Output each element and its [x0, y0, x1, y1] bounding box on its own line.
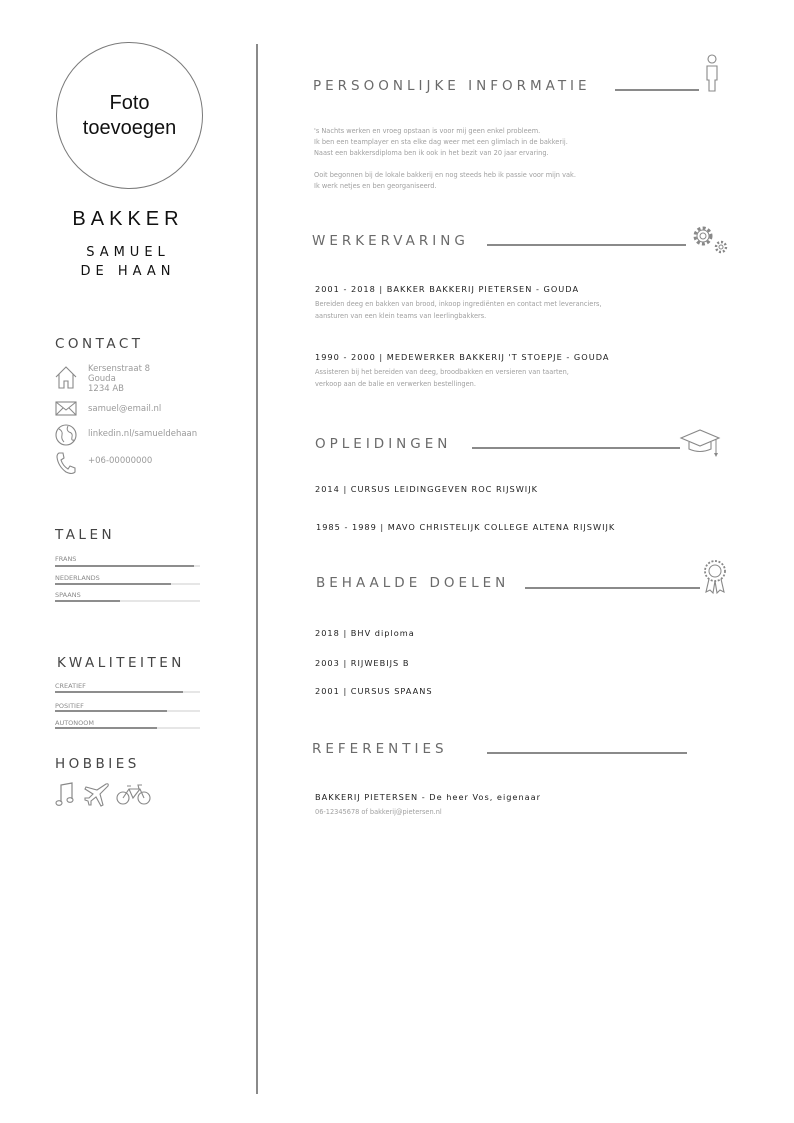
- achievement-item: 2003 | RIJWEBIJS B: [315, 658, 410, 668]
- phone-number[interactable]: +06-00000000: [88, 456, 153, 466]
- education-item: 1985 - 1989 | MAVO CHRISTELIJK COLLEGE ALTENA RIJSWIJK: [316, 522, 616, 532]
- experience-description-line: Bereiden deeg en bakken van brood, inkoop ingrediënten en contact met leveranciers,: [315, 300, 602, 308]
- experience-description-line: aansturen van een klein teams van leerlingbakkers.: [315, 312, 487, 320]
- personal-info-line: Naast een bakkersdiploma ben ik ook in het bezit van 20 jaar ervaring.: [314, 149, 549, 157]
- experience-description-line: verkoop aan de balie en verwerken bestellingen.: [315, 380, 476, 388]
- bicycle-icon: [116, 784, 151, 806]
- phone-icon: [54, 451, 78, 475]
- section-rule: [487, 244, 686, 246]
- airplane-icon: [84, 782, 110, 808]
- personal-info-heading: PERSOONLIJKE INFORMATIE: [313, 78, 591, 94]
- quality-bar-fill: [55, 727, 157, 729]
- section-rule: [615, 89, 699, 91]
- language-label: NEDERLANDS: [55, 574, 100, 582]
- envelope-icon: [54, 401, 78, 417]
- quality-label: AUTONOOM: [55, 719, 94, 727]
- achievement-item: 2001 | CURSUS SPAANS: [315, 686, 433, 696]
- email[interactable]: samuel@email.nl: [88, 404, 162, 414]
- reference-contact: 06-12345678 of bakkerij@pietersen.nl: [315, 808, 442, 816]
- qualities-heading: KWALITEITEN: [57, 655, 185, 671]
- first-name: SAMUEL: [86, 245, 170, 260]
- personal-info-text: [314, 126, 714, 192]
- linkedin-link[interactable]: linkedin.nl/samueldehaan: [88, 429, 198, 439]
- last-name: DE HAAN: [80, 264, 176, 279]
- personal-info-line: 's Nachts werken en vroeg opstaan is voor mij geen enkel probleem.: [314, 127, 541, 135]
- language-bar: [55, 583, 200, 585]
- language-label: FRANS: [55, 555, 77, 563]
- quality-bar-fill: [55, 691, 183, 693]
- education-item: 2014 | CURSUS LEIDINGGEVEN ROC RIJSWIJK: [315, 484, 539, 494]
- education-heading: OPLEIDINGEN: [315, 436, 452, 452]
- column-divider: [256, 44, 258, 1094]
- section-rule: [525, 587, 700, 589]
- contact-heading: CONTACT: [55, 336, 144, 352]
- photo-label: Foto toevoegen: [82, 91, 177, 139]
- quality-bar: [55, 727, 200, 729]
- languages-heading: TALEN: [55, 527, 116, 543]
- language-bar: [55, 600, 200, 602]
- experience-title: 2001 - 2018 | BAKKER BAKKERIJ PIETERSEN - GOUDA: [315, 284, 580, 294]
- language-bar-fill: [55, 565, 194, 567]
- music-note-icon: [55, 782, 75, 808]
- experience-description-line: Assisteren bij het bereiden van deeg, broodbakken en versieren van taarten,: [315, 368, 569, 376]
- quality-bar-fill: [55, 710, 167, 712]
- quality-bar: [55, 691, 200, 693]
- graduation-cap-icon: [680, 428, 720, 460]
- language-bar-fill: [55, 583, 171, 585]
- quality-label: POSITIEF: [55, 702, 84, 710]
- job-title: BAKKER: [72, 208, 184, 230]
- experience-heading: WERKERVARING: [312, 233, 469, 249]
- language-label: SPAANS: [55, 591, 81, 599]
- language-bar-fill: [55, 600, 120, 602]
- award-ribbon-icon: [703, 559, 727, 595]
- globe-icon: [54, 423, 78, 447]
- references-heading: REFERENTIES: [312, 741, 448, 757]
- gears-icon: [689, 222, 731, 256]
- reference-name: BAKKERIJ PIETERSEN - De heer Vos, eigenaar: [315, 792, 542, 802]
- address-street: Kersenstraat 8: [88, 364, 151, 374]
- experience-description: [315, 366, 675, 390]
- address-postcode: 1234 AB: [88, 384, 124, 394]
- achievement-item: 2018 | BHV diploma: [315, 628, 415, 638]
- experience-description: [315, 298, 675, 322]
- achievements-heading: BEHAALDE DOELEN: [316, 575, 510, 591]
- personal-info-line: Ooit begonnen bij de lokale bakkerij en nog steeds heb ik passie voor mijn vak.: [314, 171, 576, 179]
- photo-placeholder[interactable]: [56, 42, 203, 189]
- section-rule: [487, 752, 687, 754]
- section-rule: [472, 447, 680, 449]
- quality-bar: [55, 710, 200, 712]
- experience-title: 1990 - 2000 | MEDEWERKER BAKKERIJ 'T STOEPJE - GOUDA: [315, 352, 610, 362]
- person-icon: [703, 54, 721, 92]
- address: [88, 364, 150, 394]
- hobbies-heading: HOBBIES: [55, 756, 140, 772]
- quality-label: CREATIEF: [55, 682, 86, 690]
- home-icon: [54, 365, 78, 389]
- personal-info-line: Ik ben een teamplayer en sta elke dag weer met een glimlach in de bakkerij.: [314, 138, 568, 146]
- address-city: Gouda: [88, 374, 116, 384]
- personal-info-line: Ik werk netjes en ben georganiseerd.: [314, 182, 437, 190]
- language-bar: [55, 565, 200, 567]
